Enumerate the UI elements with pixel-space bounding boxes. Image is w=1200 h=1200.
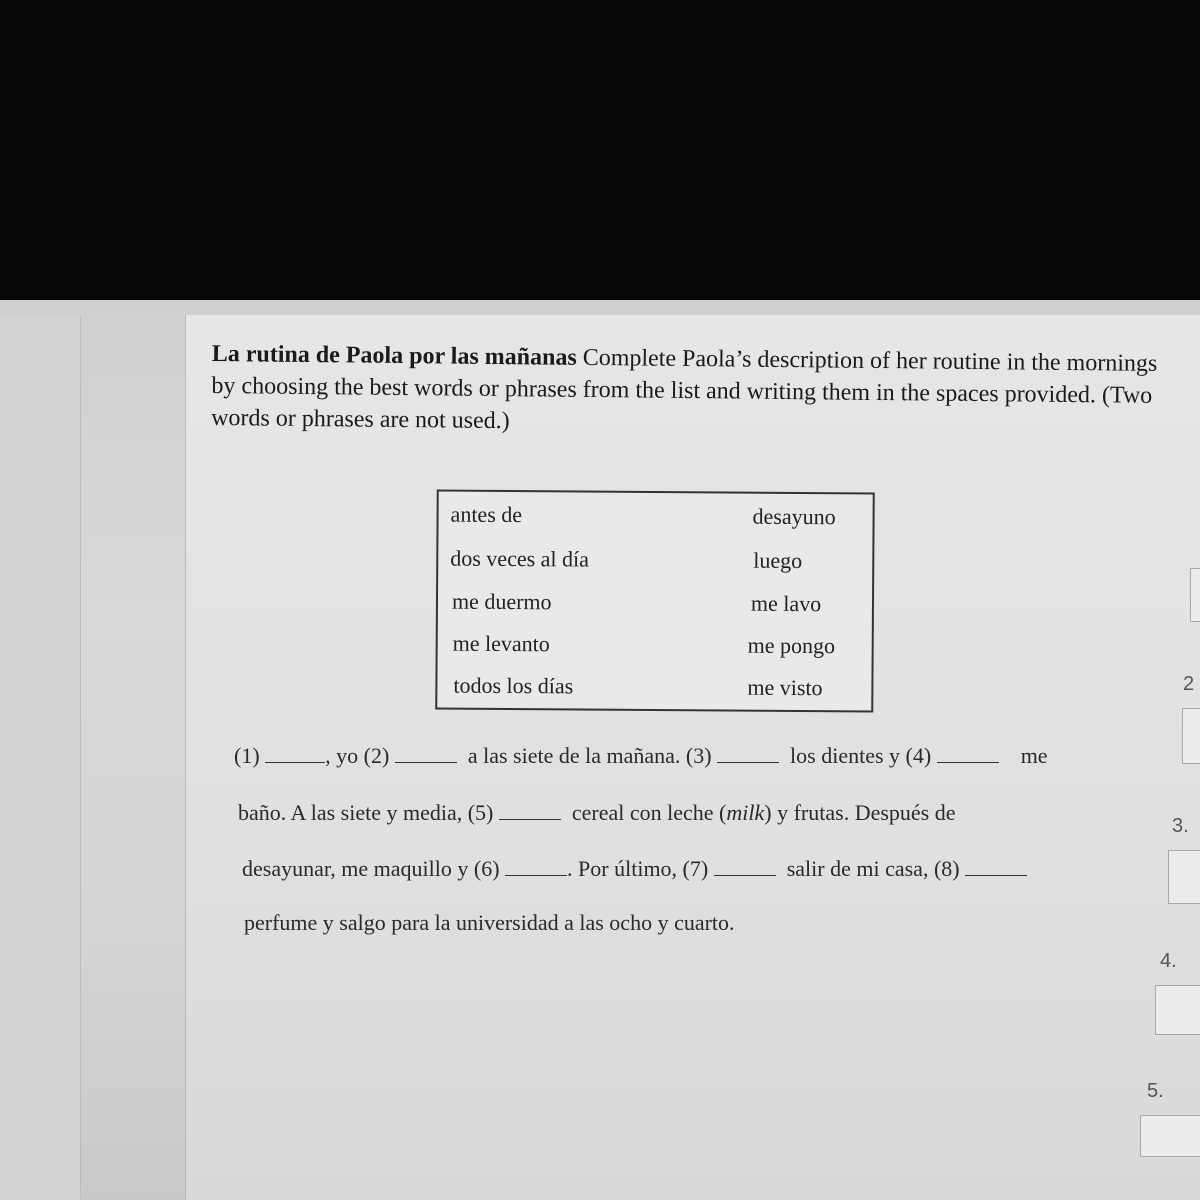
word-bank-item: luego xyxy=(753,547,803,574)
passage-line-3 xyxy=(242,855,1027,882)
answer-number-label: 4. xyxy=(1160,950,1177,972)
answer-box-1[interactable] xyxy=(1190,568,1200,622)
passage-text: los dientes y (4) xyxy=(790,743,932,768)
blank-5[interactable] xyxy=(499,799,561,820)
passage-text: , yo (2) xyxy=(325,743,390,768)
answer-box-2[interactable] xyxy=(1182,708,1200,764)
blank-1[interactable] xyxy=(265,742,325,763)
blank-8[interactable] xyxy=(965,855,1027,876)
passage-text: (1) xyxy=(234,743,260,768)
blank-7[interactable] xyxy=(714,855,776,876)
word-bank-item: desayuno xyxy=(752,503,836,530)
passage-line-4 xyxy=(244,910,735,936)
dark-area xyxy=(0,0,1200,300)
word-bank-item: me pongo xyxy=(747,632,836,659)
blank-3[interactable] xyxy=(717,742,779,763)
passage-text: . Por último, (7) xyxy=(567,856,709,881)
passage-line-1 xyxy=(234,742,1048,769)
blank-4[interactable] xyxy=(937,742,999,763)
instructions xyxy=(211,338,1177,444)
word-bank-item: me duermo xyxy=(451,588,552,615)
instructions-title: La rutina de Paola por las mañanas xyxy=(211,340,577,371)
word-bank-item: me levanto xyxy=(452,630,550,657)
word-bank-item: dos veces al día xyxy=(450,545,590,572)
word-bank xyxy=(435,489,875,712)
word-bank-item: antes de xyxy=(450,501,523,528)
answer-box-5[interactable] xyxy=(1140,1115,1200,1157)
passage-text: a las siete de la mañana. (3) xyxy=(467,743,712,768)
passage-line-2 xyxy=(238,799,956,826)
passage-text: salir de mi casa, (8) xyxy=(786,856,960,881)
answer-box-4[interactable] xyxy=(1155,985,1200,1035)
passage-text: desayunar, me maquillo y (6) xyxy=(242,856,500,881)
passage-text: ) y frutas. Después de xyxy=(764,800,956,825)
left-margin-panel xyxy=(0,315,81,1200)
passage-text: baño. A las siete y media, (5) xyxy=(238,800,494,825)
word-bank-item: todos los días xyxy=(453,672,574,699)
word-bank-item: me lavo xyxy=(750,590,822,617)
answer-number-label: 3. xyxy=(1172,815,1189,837)
blank-2[interactable] xyxy=(395,742,457,763)
instructions-text: Complete Paola’s description of her routine in the mornings by choosing the best words or phrases from the list and writing them in the spaces provided. (Two words or phrases are not used.) xyxy=(211,344,1158,435)
answer-number-label: 5. xyxy=(1147,1080,1164,1102)
word-bank-item: me visto xyxy=(747,674,823,701)
passage-text: cereal con leche ( xyxy=(571,800,727,825)
passage-text: perfume y salgo para la universidad a las ocho y cuarto. xyxy=(244,910,735,935)
answer-box-3[interactable] xyxy=(1168,850,1200,904)
answer-number-label: 2 xyxy=(1183,673,1195,695)
passage-text: me xyxy=(1020,743,1048,768)
blank-6[interactable] xyxy=(505,855,567,876)
passage-text: milk xyxy=(726,800,765,825)
